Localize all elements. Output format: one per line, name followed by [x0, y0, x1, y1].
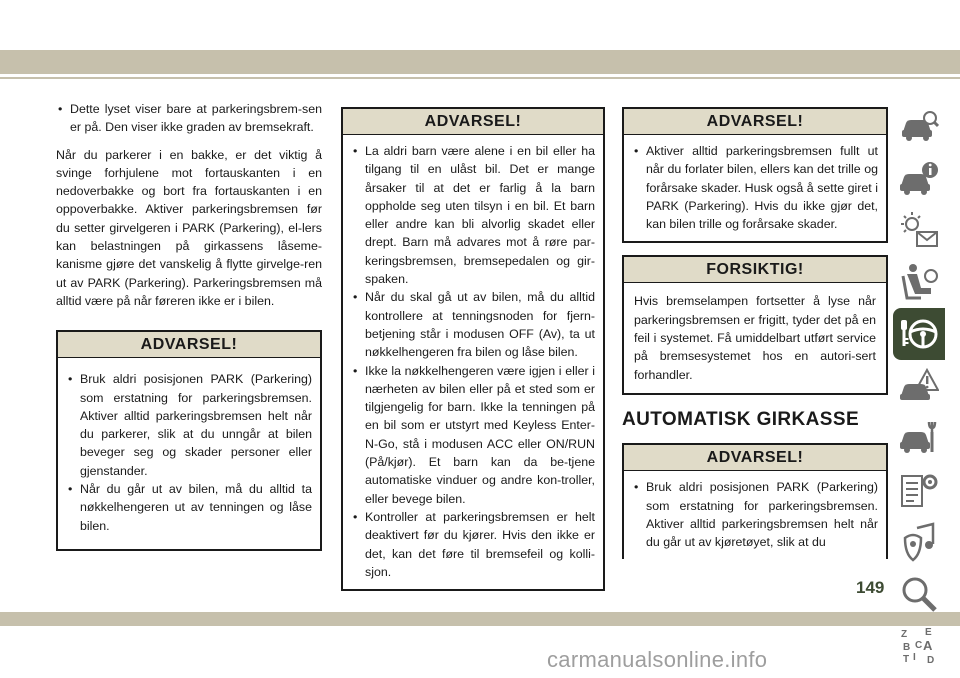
index-letter: E: [925, 627, 932, 638]
tab-warning-lights[interactable]: [893, 204, 945, 256]
steering-wheel-key-icon: [899, 314, 939, 354]
list-item: • Når du skal gå ut av bilen, må du alltid kontrollere at tenningsnoden for fjern-betjening står i modusen OFF (Av), ta ut nøkkelhengeren fra bilen og låse bilen.: [351, 288, 595, 361]
car-service-icon: [899, 418, 939, 458]
warning-title: ADVARSEL!: [343, 109, 603, 135]
warning-box: [622, 107, 888, 243]
list-item: • La aldri barn være alene i en bil eller ha tilgang til en ulåst bil. Det er mange årsaker til at det er farlig å la barn oppholde seg uten tilsyn i en bil. Et barn eller andre kan bli alvorlig skadet eller drept. Barn må advares mot å røre par-keringsbremsen, bremsepedalen og gir-spaken.: [351, 142, 595, 288]
tab-multimedia[interactable]: [893, 516, 945, 568]
car-search-icon: [899, 106, 939, 146]
list-item: • Dette lyset viser bare at parkeringsbrem-sen er på. Den viser ikke graden av bremsekraft.: [56, 100, 322, 137]
warning-title: ADVARSEL!: [58, 332, 320, 358]
header-rule: [0, 77, 960, 79]
caution-text: Hvis bremselampen fortsetter å lyse når parkeringsbremsen er frigitt, tyder det på en feil i systemet. Få umiddelbart utført service på bremsesystemet hos en autori-sert forhandler.: [634, 294, 876, 382]
list-item: • Aktiver alltid parkeringsbremsen fullt ut når du forlater bilen, ellers kan det trille og forårsake skader. Husk også å sette giret i PARK (Parkering). Hvis du ikke gjør det, kan bilen trille og forårsake skader.: [632, 142, 878, 233]
warning-list: [632, 478, 878, 551]
warning-title: ADVARSEL!: [624, 445, 886, 471]
column-1: [56, 100, 322, 551]
column-3: [622, 107, 888, 559]
warning-body: [343, 135, 603, 589]
specifications-gear-icon: [899, 470, 939, 510]
warning-list: [351, 142, 595, 581]
warning-list: [632, 142, 878, 233]
index-letter: D: [927, 655, 935, 666]
index-letter: I: [913, 652, 916, 663]
list-item: • Når du går ut av bilen, må du alltid ta nøkkelhengeren ut av tenningen og låse bilen.: [66, 480, 312, 535]
warning-box: [622, 443, 888, 559]
tab-car-info[interactable]: [893, 152, 945, 204]
list-item: • Bruk aldri posisjonen PARK (Parkering) som erstatning for parkeringsbremsen. Aktiver alltid parkeringsbremsen helt når du parkerer, slik at du unngår at bilen beveger seg og skader personer eller gjenstander.: [66, 370, 312, 480]
tab-car-search[interactable]: [893, 100, 945, 152]
car-emergency-icon: [899, 366, 939, 406]
index-letter: A: [923, 638, 933, 653]
watermark: carmanualsonline.info: [547, 647, 768, 672]
warning-body: [624, 135, 886, 241]
list-item: • Ikke la nøkkelhengeren være igjen i eller i nærheten av bilen eller på et sted som er tilgjengelig for barn. Ikke la tenningen på en bil som er utstyrt med Keyless Enter-N-Go, stå i modusen ACC eller ON/RUN (På/kjør). Et barn kan da be-tjene automatiske vinduer og andre kon-troller, eller bevege bilen.: [351, 362, 595, 508]
body-paragraph: Når du parkerer i en bakke, er det viktig å svinge forhjulene mot fortauskanten i en nedoverbakke og bort fra fortauskanten i en oppoverbakke. Aktiver parkeringsbremsen før du setter girvelgeren i PARK (Parkering), el-lers kan belastningen på girkassens låseme-kanisme gjøre det vanskelig å flytte girvelge-ren ut av PARK (Parkering). Parkeringsbremsen må alltid være på når føreren ikke er i bilen.: [56, 147, 322, 308]
header-band: [0, 50, 960, 74]
intro-bullet-list: [56, 100, 322, 137]
tab-index[interactable]: [893, 620, 945, 672]
multimedia-icon: [899, 522, 939, 562]
tab-starting-driving[interactable]: [893, 308, 945, 360]
index-letter: Z: [901, 629, 908, 640]
warning-list: [66, 370, 312, 535]
warning-box: [56, 330, 322, 551]
footer-band: [0, 612, 960, 626]
warning-lights-message-icon: [899, 210, 939, 250]
tab-specifications[interactable]: [893, 464, 945, 516]
warning-box: [341, 107, 605, 591]
section-heading: AUTOMATISK GIRKASSE: [622, 408, 860, 430]
list-item: • Bruk aldri posisjonen PARK (Parkering) som erstatning for parkeringsbremsen. Aktiver alltid parkeringsbremsen helt når du går ut av kjøretøyet, slik at du: [632, 478, 878, 551]
list-item: • Kontroller at parkeringsbremsen er helt deaktivert før du kjører. Hvis den ikke er det, kan det føre til bremsefeil og kolli-sjon.: [351, 508, 595, 581]
index-letter: T: [903, 654, 910, 665]
index-letter: B: [903, 642, 911, 653]
index-alphabet-icon: [899, 626, 939, 666]
tab-seat-airbag[interactable]: [893, 256, 945, 308]
tab-emergency[interactable]: [893, 360, 945, 412]
search-magnifier-icon: [899, 574, 939, 614]
chapter-sidebar: [893, 100, 945, 672]
caution-title: FORSIKTIG!: [624, 257, 886, 283]
warning-body: [624, 471, 886, 559]
car-info-icon: [899, 158, 939, 198]
caution-box: [622, 255, 888, 394]
tab-service[interactable]: [893, 412, 945, 464]
warning-body: [58, 358, 320, 549]
index-letter: C: [915, 640, 923, 651]
seat-airbag-icon: [899, 262, 939, 302]
page-number: 149: [856, 578, 885, 597]
warning-title: ADVARSEL!: [624, 109, 886, 135]
column-2: [341, 107, 605, 591]
